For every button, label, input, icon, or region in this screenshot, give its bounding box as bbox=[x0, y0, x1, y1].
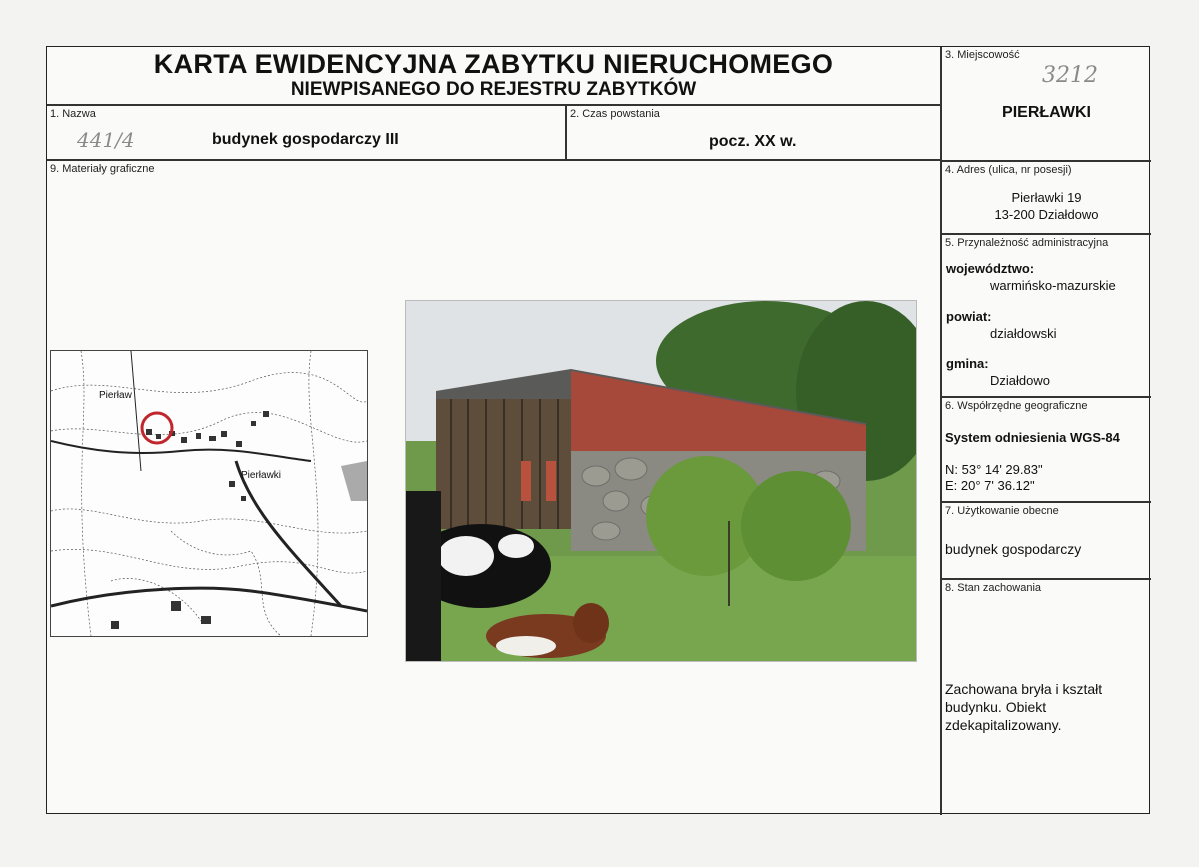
nazwa-cell bbox=[47, 105, 566, 160]
adres-line-2: 13-200 Działdowo bbox=[994, 207, 1099, 222]
uzytkowanie-cell bbox=[941, 502, 1151, 579]
czas-label: 2. Czas powstania bbox=[570, 108, 660, 120]
gmina-value: Działdowo bbox=[990, 373, 1050, 388]
miejscowosc-value: PIERŁAWKI bbox=[1002, 104, 1091, 121]
miejscowosc-cell bbox=[941, 47, 1151, 161]
wsp-n: N: 53° 14' 29.83" bbox=[945, 462, 1043, 477]
map-drawing bbox=[51, 351, 367, 636]
map-town-label: Pierławki bbox=[241, 470, 282, 481]
wojewodztwo-value: warmińsko-mazurskie bbox=[990, 278, 1116, 293]
wsp-label: 6. Współrzędne geograficzne bbox=[945, 400, 1088, 412]
czas-value: pocz. XX w. bbox=[709, 133, 797, 150]
stan-label: 8. Stan zachowania bbox=[945, 582, 1042, 594]
admin-label: 5. Przynależność administracyjna bbox=[945, 237, 1109, 249]
powiat-value: działdowski bbox=[990, 326, 1057, 341]
czas-cell bbox=[566, 105, 941, 160]
uzytkowanie-value: budynek gospodarczy bbox=[945, 541, 1082, 557]
wojewodztwo-label: województwo: bbox=[946, 261, 1035, 276]
powiat-label: powiat: bbox=[946, 309, 992, 324]
stan-cell bbox=[941, 579, 1151, 815]
title-line-2: NIEWPISANEGO DO REJESTRU ZABYTKÓW bbox=[290, 79, 697, 100]
adres-label: 4. Adres (ulica, nr posesji) bbox=[945, 164, 1072, 176]
wsp-e: E: 20° 7' 36.12" bbox=[945, 478, 1035, 493]
miejscowosc-number: 3212 bbox=[1042, 63, 1098, 88]
nazwa-value: budynek gospodarczy III bbox=[212, 131, 399, 148]
nazwa-label: 1. Nazwa bbox=[50, 108, 96, 120]
wsp-system: System odniesienia WGS-84 bbox=[945, 430, 1120, 445]
adres-line-1: Pierławki 19 bbox=[1011, 190, 1082, 205]
wsp-cell bbox=[941, 397, 1151, 502]
uzytkowanie-label: 7. Użytkowanie obecne bbox=[945, 505, 1059, 517]
building-photo bbox=[405, 300, 917, 662]
nazwa-number: 441/4 bbox=[77, 128, 135, 152]
materialy-label: 9. Materiały graficzne bbox=[50, 163, 155, 175]
location-map bbox=[50, 350, 368, 637]
admin-cell bbox=[941, 234, 1151, 397]
gmina-label: gmina: bbox=[946, 356, 989, 371]
miejscowosc-label: 3. Miejscowość bbox=[945, 49, 1020, 61]
title-line-1: KARTA EWIDENCYJNA ZABYTKU NIERUCHOMEGO bbox=[153, 49, 834, 79]
photo-drawing bbox=[406, 301, 916, 661]
stan-value: Zachowana bryła i kształt budynku. Obiekt zdekapitalizowany. bbox=[945, 681, 1103, 733]
adres-cell bbox=[941, 161, 1151, 234]
title-cell bbox=[47, 47, 941, 105]
map-place-label: Pierław bbox=[99, 390, 132, 401]
